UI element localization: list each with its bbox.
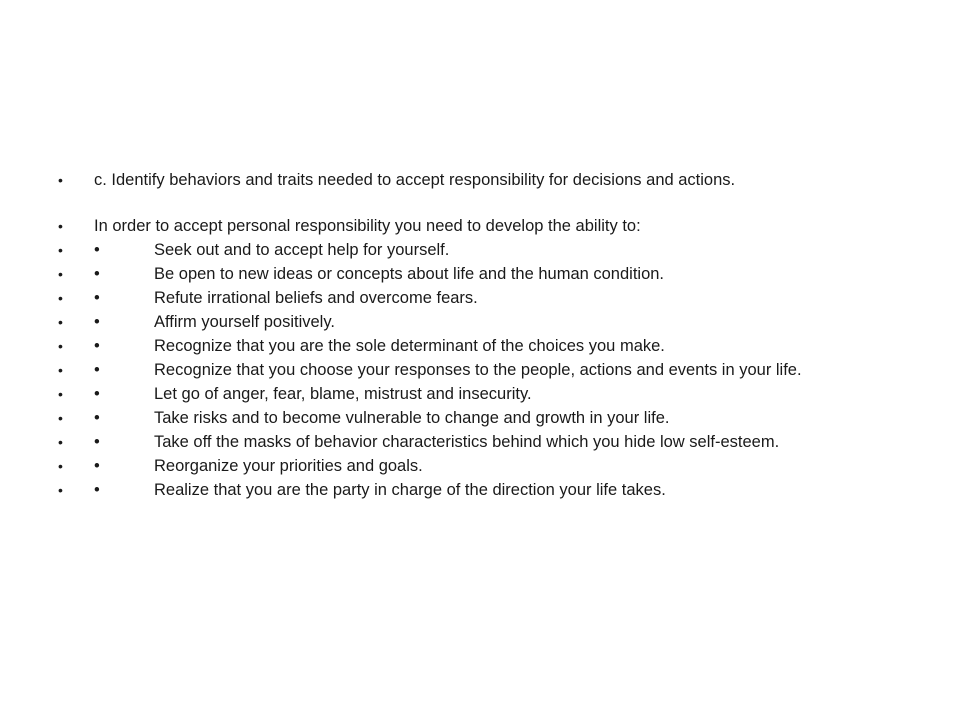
list-item: [58, 382, 938, 406]
inner-bullet-marker: •: [94, 457, 100, 475]
bullet-marker: •: [58, 482, 63, 498]
list-item: [58, 478, 938, 502]
list-item-text: Let go of anger, fear, blame, mistrust and insecurity.: [154, 385, 532, 403]
list-item: [58, 238, 938, 262]
bullet-marker: •: [58, 218, 63, 234]
list-item: [58, 406, 938, 430]
bullet-marker: •: [58, 290, 63, 306]
list-item-text: Take off the masks of behavior characteristics behind which you hide low self-esteem.: [154, 433, 780, 451]
inner-bullet-marker: •: [94, 481, 100, 499]
heading-line: [58, 168, 938, 192]
bullet-marker: •: [58, 266, 63, 282]
list-item-text: Seek out and to accept help for yourself.: [154, 241, 450, 259]
inner-bullet-marker: •: [94, 337, 100, 355]
inner-bullet-marker: •: [94, 241, 100, 259]
bullet-marker: •: [58, 172, 63, 188]
list-item-text: Recognize that you choose your responses to the people, actions and events in your life.: [154, 361, 802, 379]
inner-bullet-marker: •: [94, 385, 100, 403]
inner-bullet-marker: •: [94, 289, 100, 307]
bullet-marker: •: [58, 362, 63, 378]
bullet-marker: •: [58, 314, 63, 330]
list-item: [58, 430, 938, 454]
list-item-text: Recognize that you are the sole determinant of the choices you make.: [154, 337, 665, 355]
list-item-text: Realize that you are the party in charge of the direction your life takes.: [154, 481, 666, 499]
bullet-list: [58, 168, 938, 502]
bullet-marker: •: [58, 434, 63, 450]
list-item-text: Refute irrational beliefs and overcome fears.: [154, 289, 478, 307]
list-item: [58, 262, 938, 286]
intro-text: In order to accept personal responsibility you need to develop the ability to:: [94, 217, 641, 235]
inner-bullet-marker: •: [94, 433, 100, 451]
list-item-text: Reorganize your priorities and goals.: [154, 457, 423, 475]
bullet-marker: •: [58, 458, 63, 474]
list-item-text: Take risks and to become vulnerable to change and growth in your life.: [154, 409, 670, 427]
bullet-marker: •: [58, 410, 63, 426]
bullet-marker: •: [58, 386, 63, 402]
list-item: [58, 454, 938, 478]
inner-bullet-marker: •: [94, 409, 100, 427]
inner-bullet-marker: •: [94, 313, 100, 331]
list-item: [58, 334, 938, 358]
bullet-marker: •: [58, 242, 63, 258]
inner-bullet-marker: •: [94, 265, 100, 283]
list-item: [58, 286, 938, 310]
intro-line: [58, 214, 938, 238]
list-item-text: Affirm yourself positively.: [154, 313, 335, 331]
heading-text: c. Identify behaviors and traits needed to accept responsibility for decisions and actions.: [94, 171, 736, 189]
list-item-text: Be open to new ideas or concepts about life and the human condition.: [154, 265, 665, 283]
inner-bullet-marker: •: [94, 361, 100, 379]
list-item: [58, 358, 938, 382]
list-item: [58, 310, 938, 334]
bullet-marker: •: [58, 338, 63, 354]
